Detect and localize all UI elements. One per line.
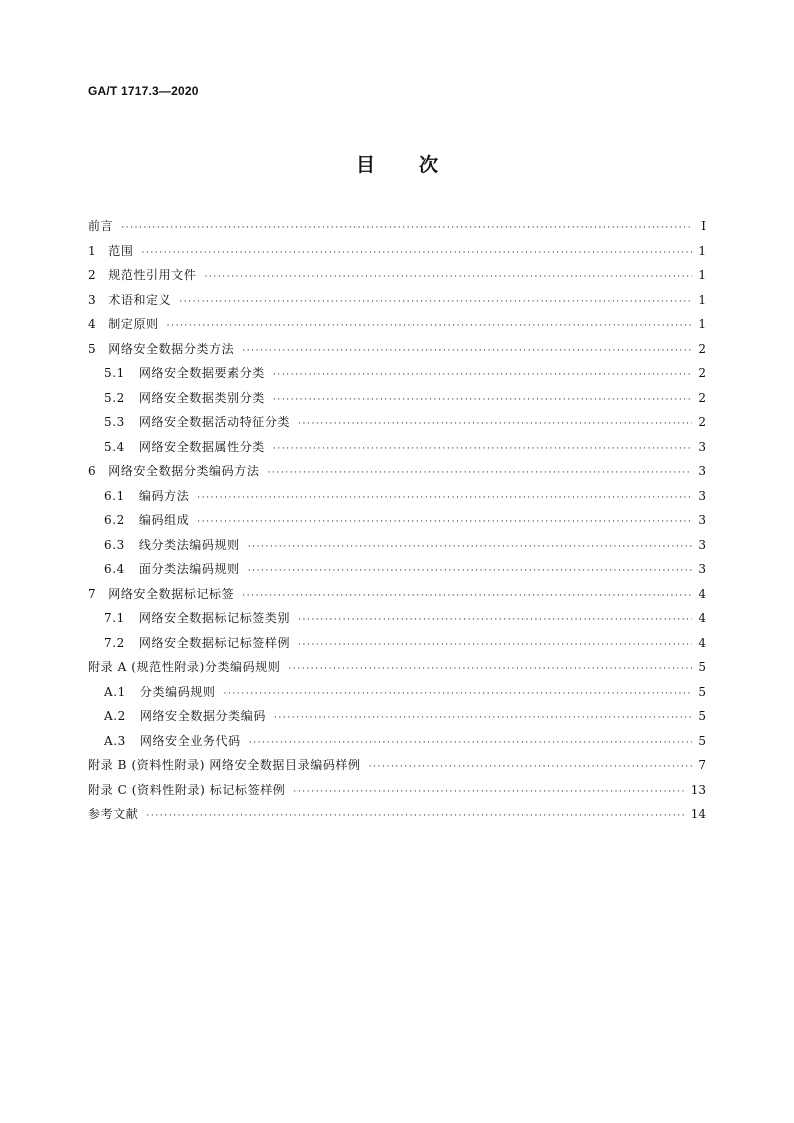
toc-entry[interactable]	[88, 582, 706, 607]
toc-entry[interactable]	[88, 778, 706, 803]
toc-entry-label: 网络安全业务代码	[139, 733, 241, 748]
toc-entry-title	[88, 239, 133, 264]
toc-entry-page-number: 5	[698, 709, 706, 723]
toc-entry[interactable]	[88, 533, 706, 558]
toc-entry-label: 附录 C (资料性附录) 标记标签样例	[88, 782, 286, 797]
toc-entry[interactable]	[88, 288, 706, 313]
toc-entry-page-number: 3	[698, 488, 706, 503]
toc-entry-label: 网络安全数据分类编码	[139, 709, 266, 723]
toc-entry-page-number: 13	[690, 782, 706, 797]
toc-entry-title	[88, 288, 171, 313]
toc-entry-title	[104, 704, 266, 729]
toc-entry-label: 术语和定义	[108, 292, 172, 307]
toc-entry-number: 6	[88, 464, 97, 478]
toc-entry-label: 网络安全数据活动特征分类	[138, 415, 291, 429]
toc-entry[interactable]	[88, 606, 706, 631]
toc-entry-title	[88, 337, 234, 362]
toc-entry-label: 规范性引用文件	[108, 268, 197, 282]
toc-entry-title	[104, 631, 290, 656]
toc-entry-page-number: 4	[698, 611, 706, 625]
toc-entry-title	[104, 533, 240, 558]
toc-entry[interactable]	[88, 802, 706, 827]
toc-entry-page-number: 7	[698, 758, 706, 772]
toc-entry-label: 网络安全数据属性分类	[138, 439, 265, 454]
toc-dot-leader	[204, 265, 692, 290]
toc-entry-label: 网络安全数据要素分类	[138, 366, 265, 380]
toc-dot-leader	[273, 388, 692, 413]
toc-entry[interactable]	[88, 239, 706, 264]
toc-dot-leader	[141, 241, 692, 266]
toc-dot-leader	[298, 633, 692, 658]
toc-dot-leader	[248, 535, 692, 560]
toc-entry-label: 制定原则	[108, 317, 159, 331]
toc-dot-leader	[273, 363, 692, 388]
toc-entry-title	[104, 386, 265, 411]
toc-entry-label: 附录 B (资料性附录) 网络安全数据目录编码样例	[88, 758, 361, 772]
toc-dot-leader	[146, 804, 686, 829]
toc-dot-leader	[267, 461, 692, 486]
toc-entry-label: 网络安全数据分类编码方法	[108, 464, 260, 478]
toc-entry-page-number: 1	[698, 243, 706, 258]
toc-dot-leader	[249, 731, 692, 756]
toc-dot-leader	[121, 216, 692, 241]
toc-entry-page-number: 1	[698, 317, 706, 331]
toc-entry[interactable]	[88, 557, 706, 582]
toc-entry[interactable]	[88, 631, 706, 656]
toc-entry-number: A.3	[104, 733, 126, 748]
table-of-contents	[88, 214, 706, 827]
toc-entry-page-number: 3	[698, 464, 706, 478]
document-code: GA/T 1717.3—2020	[88, 84, 199, 98]
toc-entry-page-number: Ⅰ	[701, 219, 706, 233]
toc-entry-title	[104, 557, 240, 582]
page-title: 目次	[355, 154, 482, 176]
toc-entry[interactable]	[88, 508, 706, 533]
toc-entry-label: 分类编码规则	[139, 684, 216, 699]
toc-entry[interactable]	[88, 459, 706, 484]
toc-entry-label: 参考文献	[88, 807, 139, 821]
toc-entry-label: 线分类法编码规则	[138, 537, 240, 552]
toc-entry-number: 4	[88, 317, 97, 331]
toc-entry-title	[104, 508, 189, 533]
toc-entry-title	[88, 263, 196, 288]
toc-dot-leader	[167, 314, 692, 339]
toc-entry-title	[88, 778, 285, 803]
toc-entry-number: 5.4	[104, 439, 125, 454]
toc-dot-leader	[293, 780, 686, 805]
toc-entry-page-number: 4	[698, 586, 706, 601]
toc-entry-number: 7	[88, 586, 97, 601]
toc-dot-leader	[273, 437, 692, 462]
toc-entry-title	[88, 582, 234, 607]
toc-entry-page-number: 1	[698, 268, 706, 282]
toc-entry-label: 附录 A (规范性附录)分类编码规则	[88, 660, 281, 674]
toc-entry-label: 网络安全数据标记标签样例	[138, 635, 291, 650]
toc-entry-number: 7.1	[104, 611, 125, 625]
toc-entry[interactable]	[88, 337, 706, 362]
toc-entry[interactable]	[88, 214, 706, 239]
toc-entry-label: 网络安全数据标记标签类别	[138, 611, 291, 625]
toc-entry-title	[88, 802, 138, 827]
toc-entry-page-number: 5	[698, 733, 706, 748]
toc-entry-number: 6.2	[104, 513, 125, 527]
toc-entry-page-number: 2	[698, 390, 706, 405]
toc-entry-number: 5.3	[104, 415, 125, 429]
toc-entry[interactable]	[88, 410, 706, 435]
toc-entry-number: A.1	[104, 684, 126, 699]
toc-entry-title	[88, 459, 259, 484]
toc-entry-number: 5.1	[104, 366, 125, 380]
toc-entry-label: 网络安全数据标记标签	[108, 586, 235, 601]
toc-entry[interactable]	[88, 263, 706, 288]
toc-entry-title	[104, 410, 290, 435]
toc-entry-title	[88, 214, 113, 239]
toc-dot-leader	[179, 290, 692, 315]
toc-dot-leader	[197, 486, 692, 511]
toc-entry[interactable]	[88, 729, 706, 754]
toc-entry[interactable]	[88, 704, 706, 729]
toc-entry-number: 6.3	[104, 537, 125, 552]
toc-entry-number: 7.2	[104, 635, 125, 650]
toc-dot-leader	[224, 682, 692, 707]
toc-entry-number: A.2	[104, 709, 126, 723]
toc-entry-page-number: 4	[698, 635, 706, 650]
toc-entry-label: 编码方法	[138, 488, 190, 503]
toc-entry-label: 前言	[88, 219, 114, 233]
toc-entry[interactable]	[88, 435, 706, 460]
toc-entry[interactable]	[88, 312, 706, 337]
toc-entry-label: 网络安全数据分类方法	[108, 341, 235, 356]
toc-dot-leader	[248, 559, 692, 584]
toc-entry[interactable]	[88, 753, 706, 778]
toc-entry-title	[88, 753, 361, 778]
toc-entry-label: 范围	[108, 243, 134, 258]
toc-dot-leader	[298, 412, 692, 437]
toc-entry-title	[104, 680, 216, 705]
toc-entry-number: 5	[88, 341, 97, 356]
toc-entry-page-number: 5	[698, 660, 706, 674]
toc-entry[interactable]	[88, 361, 706, 386]
toc-dot-leader	[274, 706, 692, 731]
toc-entry-number: 1	[88, 243, 97, 258]
toc-entry-title	[104, 484, 189, 509]
toc-dot-leader	[298, 608, 692, 633]
toc-entry-page-number: 1	[698, 292, 706, 307]
toc-entry-title	[88, 312, 159, 337]
toc-entry[interactable]	[88, 655, 706, 680]
toc-entry-number: 3	[88, 292, 97, 307]
toc-dot-leader	[288, 657, 692, 682]
toc-entry-page-number: 14	[690, 807, 706, 821]
toc-entry-page-number: 2	[698, 366, 706, 380]
toc-entry-page-number: 2	[698, 415, 706, 429]
toc-entry-page-number: 5	[698, 684, 706, 699]
toc-entry-number: 6.4	[104, 562, 125, 576]
toc-entry-page-number: 3	[698, 513, 706, 527]
toc-entry-label: 编码组成	[138, 513, 190, 527]
toc-entry-page-number: 2	[698, 341, 706, 356]
toc-entry[interactable]	[88, 680, 706, 705]
toc-entry[interactable]	[88, 484, 706, 509]
toc-dot-leader	[242, 339, 692, 364]
toc-entry-number: 5.2	[104, 390, 125, 405]
toc-entry-number: 6.1	[104, 488, 125, 503]
toc-entry-page-number: 3	[698, 562, 706, 576]
toc-dot-leader	[197, 510, 692, 535]
toc-entry-number: 2	[88, 268, 97, 282]
toc-entry-title	[104, 606, 290, 631]
toc-entry-title	[104, 729, 241, 754]
toc-entry-title	[104, 361, 265, 386]
toc-entry-label: 网络安全数据类别分类	[138, 390, 265, 405]
toc-entry[interactable]	[88, 386, 706, 411]
toc-entry-title	[88, 655, 280, 680]
toc-entry-page-number: 3	[698, 537, 706, 552]
toc-dot-leader	[369, 755, 692, 780]
toc-entry-label: 面分类法编码规则	[138, 562, 240, 576]
toc-entry-title	[104, 435, 265, 460]
toc-dot-leader	[242, 584, 692, 609]
toc-entry-page-number: 3	[698, 439, 706, 454]
